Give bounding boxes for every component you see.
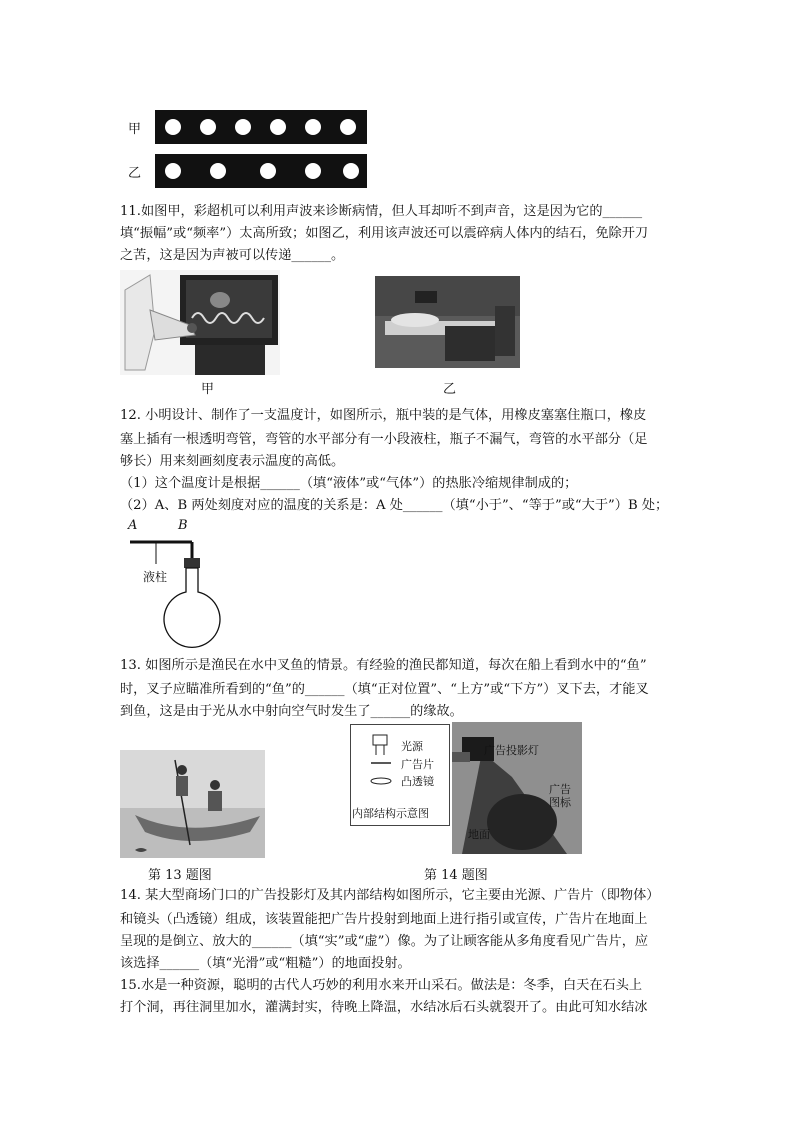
label-ground: 地面 [468, 828, 490, 841]
strip-hole [235, 119, 251, 135]
q14-line4: 该选择______（填“光滑”或“粗糙”）的地面投射。 [120, 956, 411, 971]
label-light-source: 光源 [401, 740, 423, 753]
strip-hole [270, 119, 286, 135]
q12-line4: （1）这个温度计是根据______（填“液体”或“气体”）的热胀冷缩规律制成的； [120, 476, 578, 491]
lithotripsy-photo [375, 276, 520, 368]
label-ad-pattern: 广告 图标 [549, 783, 571, 809]
fishing-illustration [120, 750, 265, 858]
strip-hole [305, 119, 321, 135]
q11-caption-yi: 乙 [443, 382, 457, 397]
q14-figure-caption: 第 14 题图 [424, 868, 488, 883]
label-convex-lens: 凸透镜 [401, 775, 434, 788]
q12-line5: （2）A、B 两处刻度对应的温度的关系是：A 处______（填“小于”、“等于”或“大于”）B 处； [120, 498, 669, 513]
q12-line2: 塞上插有一根透明弯管，弯管的水平部分有一小段液柱，瓶子不漏气，弯管的水平部分（足 [120, 432, 648, 447]
label-ad-film: 广告片 [401, 758, 434, 771]
label-inner-structure: 内部结构示意图 [352, 807, 429, 820]
strip-yi [155, 154, 367, 188]
q13-line3: 到鱼，这是由于光从水中射向空气时发生了______的缘故。 [120, 704, 463, 719]
strip-jia [155, 110, 367, 144]
q11-caption-jia: 甲 [201, 382, 215, 397]
label-jia: 甲 [128, 122, 142, 137]
q15-line1: 15.水是一种资源，聪明的古代人巧妙的利用水来开山采石。做法是：冬季，白天在石头上 [120, 978, 643, 993]
q13-figure-caption: 第 13 题图 [148, 868, 212, 883]
q11-line1: 11.如图甲，彩超机可以利用声波来诊断病情，但人耳却听不到声音，这是因为它的______ [120, 204, 643, 219]
q13-line2: 时，叉子应瞄准所看到的“鱼”的______（填“正对位置”、“上方”或“下方”）叉下去，才能叉 [120, 682, 649, 697]
strip-hole [340, 119, 356, 135]
q14-line1: 14. 某大型商场门口的广告投影灯及其内部结构如图所示，它主要由光源、广告片（即物体） [120, 888, 660, 903]
strip-hole [165, 119, 181, 135]
label-a: A [128, 518, 138, 533]
thermometer-diagram [120, 520, 230, 650]
q14-line3: 呈现的是倒立、放大的______（填“实”或“虚”）像。为了让顾客能从多角度看见广告片，应 [120, 934, 649, 949]
ultrasound-photo [120, 270, 280, 375]
q11-line3: 之苦，这是因为声被可以传递______。 [120, 248, 345, 263]
strip-hole [260, 163, 276, 179]
q12-line3: 够长）用来刻画刻度表示温度的高低。 [120, 454, 345, 469]
strip-hole [305, 163, 321, 179]
label-liquid-column: 液柱 [143, 570, 168, 584]
strip-hole [200, 119, 216, 135]
strip-hole [210, 163, 226, 179]
q11-line2: 填“振幅”或“频率”）太高所致；如图乙，利用该声波还可以震碎病人体内的结石，免除开刀 [120, 226, 649, 241]
q14-line2: 和镜头（凸透镜）组成，该装置能把广告片投射到地面上进行指引或宣传，广告片在地面上 [120, 912, 648, 927]
label-ad-projector-lamp: 广告投影灯 [484, 744, 539, 757]
q13-line1: 13. 如图所示是渔民在水中叉鱼的情景。有经验的渔民都知道，每次在船上看到水中的“鱼” [120, 658, 647, 673]
strip-hole [343, 163, 359, 179]
label-b: B [178, 518, 188, 533]
q12-line1: 12. 小明设计、制作了一支温度计，如图所示，瓶中装的是气体，用橡皮塞塞住瓶口，橡皮 [120, 408, 647, 423]
label-yi: 乙 [128, 166, 142, 181]
q15-line2: 打个洞，再往洞里加水，灌满封实，待晚上降温，水结冰后石头就裂开了。由此可知水结冰 [120, 1000, 648, 1015]
strip-hole [165, 163, 181, 179]
